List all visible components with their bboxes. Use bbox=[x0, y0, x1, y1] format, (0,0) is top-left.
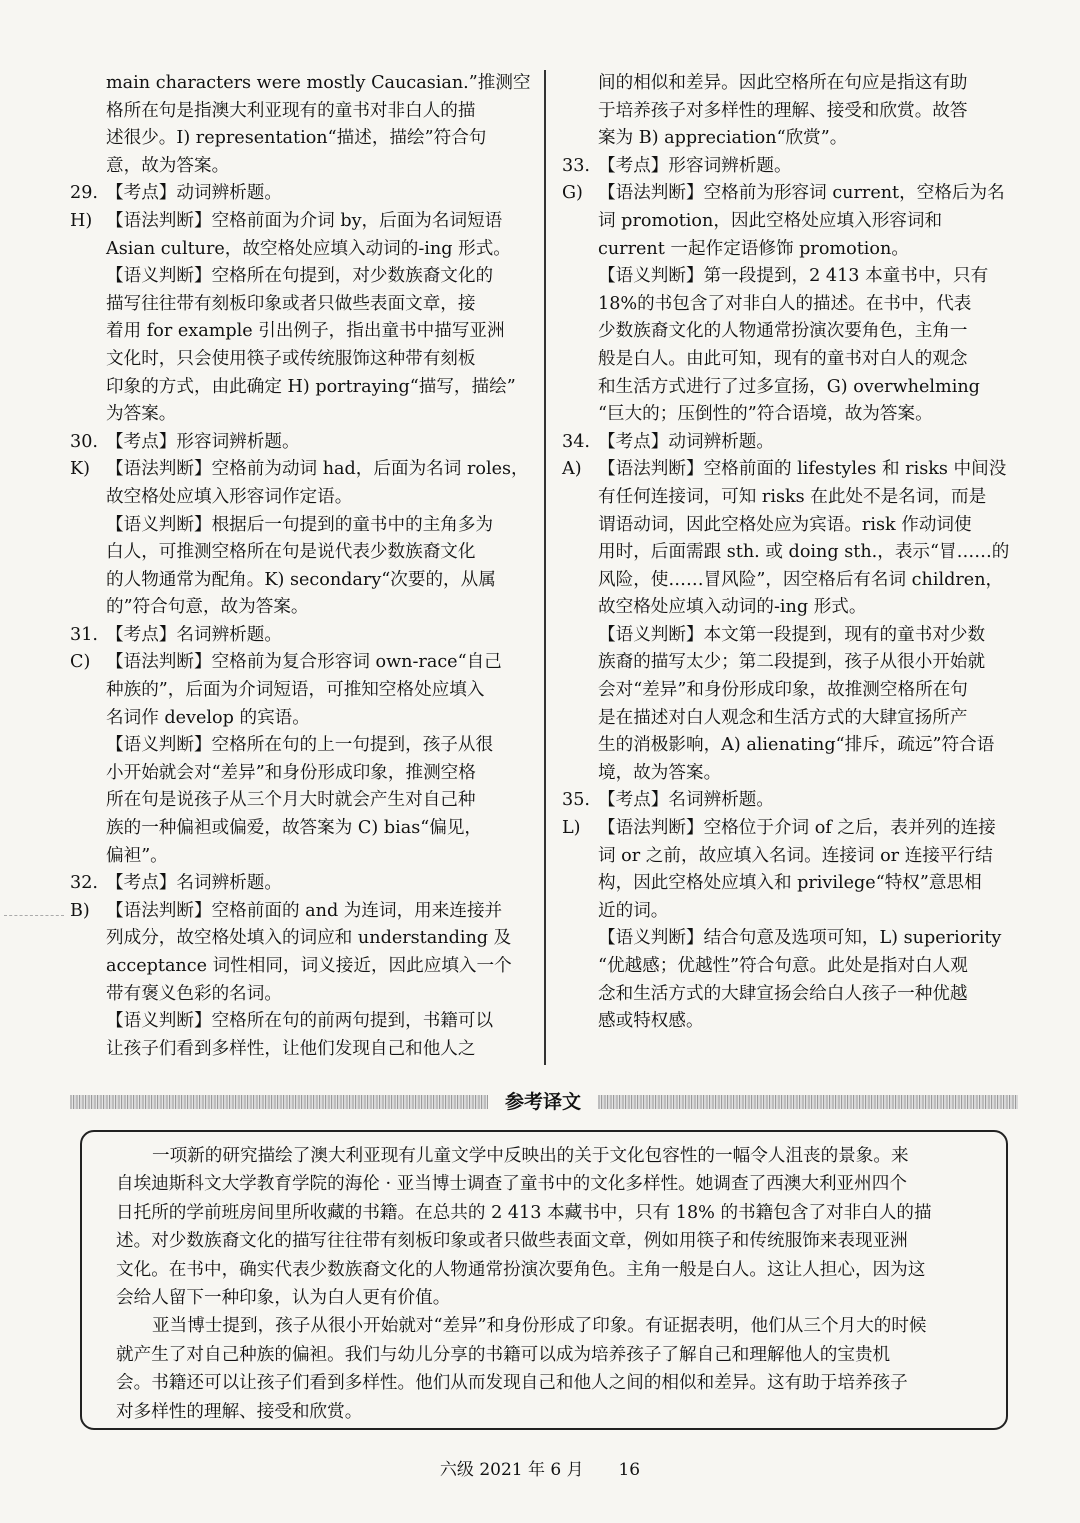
item-label: 35. bbox=[562, 790, 590, 811]
translation-line: 文化。在书中，确实代表少数族裔文化的人物通常扮演次要角色。主角一般是白人。这让人担心，因为这 bbox=[116, 1259, 926, 1280]
line-text: 故空格处应填入动词的-ing 形式。 bbox=[598, 597, 867, 618]
text-line bbox=[562, 981, 1020, 1009]
line-text: 族的一种偏袒或偏爱，故答案为 C) bias“偏见， bbox=[106, 818, 483, 839]
line-text: 名词作 develop 的宾语。 bbox=[106, 707, 310, 728]
line-text: 感或特权感。 bbox=[598, 1011, 704, 1032]
line-text: 文化时，只会使用筷子或传统服饰这种带有刻板 bbox=[106, 348, 476, 369]
line-text: “优越感；优越性”符合句意。此处是指对白人观 bbox=[598, 956, 968, 976]
text-line bbox=[70, 843, 530, 871]
text-line bbox=[562, 622, 1020, 650]
line-text: main characters were mostly Caucasian.”推测空 bbox=[106, 73, 531, 93]
translation-line: 亚当博士提到，孩子从很小开始就对“差异”和身份形成了印象。有证据表明，他们从三个月大的时候 bbox=[152, 1316, 927, 1337]
text-line bbox=[562, 953, 1020, 981]
line-text: 种族的”，后面为介词短语，可推知空格处应填入 bbox=[106, 680, 485, 701]
line-text: 般是白人。由此可知，现有的童书对白人的观念 bbox=[598, 348, 968, 369]
text-line bbox=[562, 429, 1020, 457]
line-text: 格所在句是指澳大利亚现有的童书对非白人的描 bbox=[106, 100, 476, 121]
text-line bbox=[70, 429, 530, 457]
text-line bbox=[70, 98, 530, 126]
text-line bbox=[562, 236, 1020, 264]
line-text: 生的消极影响，A) alienating“排斥，疏远”符合语 bbox=[598, 735, 995, 756]
text-line bbox=[70, 125, 530, 153]
section-header bbox=[70, 1088, 1018, 1116]
line-text: 是在描述对白人观念和生活方式的大肆宣扬所产 bbox=[598, 707, 968, 728]
line-text: 带有褒义色彩的名词。 bbox=[106, 983, 282, 1004]
text-line bbox=[562, 70, 1020, 98]
item-label: 29. bbox=[70, 183, 98, 204]
text-line bbox=[562, 760, 1020, 788]
text-line bbox=[70, 870, 530, 898]
text-line bbox=[562, 677, 1020, 705]
text-line bbox=[562, 263, 1020, 291]
text-line bbox=[70, 346, 530, 374]
item-label: 30. bbox=[70, 431, 98, 452]
translation-line: 一项新的研究描绘了澳大利亚现有儿童文学中反映出的关于文化包容性的一幅令人沮丧的景象。来 bbox=[152, 1146, 909, 1166]
translation-box bbox=[80, 1130, 1008, 1430]
translation-line: 就产生了对自己种族的偏袒。我们与幼儿分享的书籍可以成为培养孩子了解自己和理解他人的宝贵机 bbox=[116, 1344, 891, 1365]
text-line bbox=[562, 649, 1020, 677]
line-text: 为答案。 bbox=[106, 404, 177, 425]
text-line bbox=[562, 925, 1020, 953]
translation-line: 述。对少数族裔文化的描写往往带有刻板印象或者只做些表面文章，例如用筷子和传统服饰来表现亚洲 bbox=[116, 1231, 908, 1252]
text-line bbox=[562, 732, 1020, 760]
text-line bbox=[70, 484, 530, 512]
text-line bbox=[70, 1036, 530, 1064]
text-line bbox=[70, 263, 530, 291]
text-line bbox=[70, 153, 530, 181]
line-text: 印象的方式，由此确定 H) portraying“描写，描绘” bbox=[106, 376, 516, 397]
line-text: 小开始就会对“差异”和身份形成印象，推测空格 bbox=[106, 762, 476, 783]
line-text: 案为 B) appreciation“欣赏”。 bbox=[598, 128, 848, 149]
item-label: A) bbox=[562, 459, 582, 480]
text-line bbox=[562, 705, 1020, 733]
line-text: 意，故为答案。 bbox=[106, 155, 230, 176]
line-text: 【考点】形容词辨析题。 bbox=[106, 431, 300, 452]
text-line bbox=[70, 732, 530, 760]
line-text: 故空格处应填入形容词作定语。 bbox=[106, 486, 353, 507]
item-label: 33. bbox=[562, 155, 590, 176]
text-line bbox=[70, 594, 530, 622]
text-line bbox=[70, 208, 530, 236]
right-column bbox=[562, 70, 1020, 1036]
line-text: 构，因此空格处应填入和 privilege“特权”意思相 bbox=[598, 873, 982, 894]
line-text: 【语义判断】本文第一段提到，现有的童书对少数 bbox=[598, 624, 986, 645]
text-line bbox=[562, 401, 1020, 429]
text-line bbox=[70, 70, 530, 98]
text-line bbox=[562, 567, 1020, 595]
line-text: 【考点】形容词辨析题。 bbox=[598, 155, 792, 176]
item-label: 31. bbox=[70, 624, 98, 645]
line-text: 用时，后面需跟 sth. 或 doing sth.，表示“冒……的 bbox=[598, 542, 1010, 563]
text-line bbox=[70, 401, 530, 429]
line-text: 【语法判断】空格前为动词 had，后面为名词 roles， bbox=[106, 459, 529, 480]
line-text: 述很少。I) representation“描述，描绘”符合句 bbox=[106, 128, 487, 149]
text-line bbox=[70, 456, 530, 484]
text-line bbox=[562, 153, 1020, 181]
line-text: 【语义判断】空格所在句的前两句提到，书籍可以 bbox=[106, 1011, 494, 1032]
text-line bbox=[70, 677, 530, 705]
line-text: 境，故为答案。 bbox=[598, 762, 722, 783]
line-text: 【考点】动词辨析题。 bbox=[106, 183, 282, 204]
text-line bbox=[562, 318, 1020, 346]
line-text: 风险，使……冒风险”，因空格后有名词 children， bbox=[598, 569, 1004, 590]
text-line bbox=[70, 787, 530, 815]
line-text: 【语法判断】空格位于介词 of 之后，表并列的连接 bbox=[598, 818, 996, 839]
text-line bbox=[562, 843, 1020, 871]
line-text: 【语义判断】空格所在句提到，对少数族裔文化的 bbox=[106, 266, 494, 287]
text-line bbox=[562, 815, 1020, 843]
line-text: 【语义判断】第一段提到，2 413 本童书中，只有 bbox=[598, 266, 989, 287]
text-line bbox=[70, 622, 530, 650]
line-text: Asian culture，故空格处应填入动词的-ing 形式。 bbox=[106, 238, 511, 259]
line-text: 于培养孩子对多样性的理解、接受和欣赏。故答 bbox=[598, 100, 968, 121]
line-text: 18%的书包含了对非白人的描述。在书中，代表 bbox=[598, 293, 972, 314]
text-line bbox=[70, 953, 530, 981]
line-text: 的人物通常为配角。K) secondary“次要的，从属 bbox=[106, 569, 496, 590]
column-divider bbox=[544, 70, 546, 1065]
text-line bbox=[562, 898, 1020, 926]
translation-line: 自埃迪斯科文大学教育学院的海伦 · 亚当博士调查了童书中的文化多样性。她调查了西澳大利亚州四个 bbox=[116, 1174, 907, 1195]
item-label: 34. bbox=[562, 431, 590, 452]
text-line bbox=[562, 512, 1020, 540]
line-text: 白人，可推测空格所在句是说代表少数族裔文化 bbox=[106, 542, 476, 563]
line-text: 【语义判断】根据后一句提到的童书中的主角多为 bbox=[106, 514, 494, 535]
line-text: 间的相似和差异。因此空格所在句应是指这有助 bbox=[598, 73, 968, 93]
line-text: 列成分，故空格处填入的词应和 understanding 及 bbox=[106, 928, 512, 949]
line-text: 【语法判断】空格前面的 lifestyles 和 risks 中间没 bbox=[598, 459, 1007, 480]
line-text: 少数族裔文化的人物通常扮演次要角色，主角一 bbox=[598, 321, 968, 342]
text-line bbox=[562, 484, 1020, 512]
line-text: 【语法判断】空格前面的 and 为连词，用来连接并 bbox=[106, 900, 503, 921]
item-label: B) bbox=[70, 900, 90, 921]
line-text: 【考点】名词辨析题。 bbox=[106, 624, 282, 645]
line-text: 【语法判断】空格前为复合形容词 own-race“自己 bbox=[106, 652, 502, 673]
translation-line: 对多样性的理解、接受和欣赏。 bbox=[116, 1401, 363, 1422]
text-line bbox=[562, 539, 1020, 567]
text-line bbox=[562, 870, 1020, 898]
section-title: 参考译文 bbox=[504, 1091, 581, 1113]
line-text: 族裔的描写太少；第二段提到，孩子从很小开始就 bbox=[598, 652, 986, 673]
line-text: 【语义判断】空格所在句的上一句提到，孩子从很 bbox=[106, 735, 494, 756]
line-text: 【考点】动词辨析题。 bbox=[598, 431, 774, 452]
margin-dash bbox=[4, 915, 64, 916]
text-line bbox=[562, 594, 1020, 622]
text-line bbox=[70, 705, 530, 733]
line-text: 描写往往带有刻板印象或者只做些表面文章，接 bbox=[106, 293, 476, 314]
line-text: 【语法判断】空格前面为介词 by，后面为名词短语 bbox=[106, 210, 503, 231]
text-line bbox=[562, 1008, 1020, 1036]
translation-line: 日托所的学前班房间里所收藏的书籍。在总共的 2 413 本藏书中，只有 18% 的书籍包含了对非白人的描 bbox=[116, 1202, 932, 1223]
page-number: 16 bbox=[618, 1460, 641, 1480]
line-text: 所在句是说孩子从三个月大时就会产生对自己种 bbox=[106, 790, 476, 811]
line-text: 词 promotion，因此空格处应填入形容词和 bbox=[598, 210, 943, 231]
text-line bbox=[562, 180, 1020, 208]
decorative-band-right bbox=[598, 1095, 1018, 1109]
item-label: C) bbox=[70, 652, 91, 673]
text-line bbox=[70, 760, 530, 788]
text-line bbox=[562, 125, 1020, 153]
line-text: 偏袒”。 bbox=[106, 845, 168, 866]
text-line bbox=[70, 649, 530, 677]
text-line bbox=[562, 787, 1020, 815]
exam-label: 六级 2021 年 6 月 bbox=[439, 1460, 584, 1480]
text-line bbox=[562, 456, 1020, 484]
decorative-band-left bbox=[70, 1095, 488, 1109]
line-text: 念和生活方式的大肆宣扬会给白人孩子一种优越 bbox=[598, 983, 968, 1004]
line-text: 谓语动词，因此空格处应为宾语。risk 作动词使 bbox=[598, 514, 972, 535]
item-label: H) bbox=[70, 210, 93, 231]
text-line bbox=[562, 98, 1020, 126]
text-line bbox=[70, 539, 530, 567]
line-text: 的”符合句意，故为答案。 bbox=[106, 597, 309, 618]
text-line bbox=[70, 512, 530, 540]
line-text: 【考点】名词辨析题。 bbox=[106, 873, 282, 894]
line-text: 【考点】名词辨析题。 bbox=[598, 790, 774, 811]
text-line bbox=[70, 236, 530, 264]
item-label: K) bbox=[70, 459, 91, 480]
text-line bbox=[70, 981, 530, 1009]
line-text: 近的词。 bbox=[598, 900, 669, 921]
line-text: acceptance 词性相同，词义接近，因此应填入一个 bbox=[106, 956, 512, 976]
line-text: 【语法判断】空格前为形容词 current，空格后为名 bbox=[598, 183, 1005, 204]
line-text: 【语义判断】结合句意及选项可知，L) superiority bbox=[598, 928, 1002, 949]
line-text: “巨大的；压倒性的”符合语境，故为答案。 bbox=[598, 404, 933, 425]
translation-line: 会给人留下一种印象，认为白人更有价值。 bbox=[116, 1288, 451, 1309]
text-line bbox=[70, 815, 530, 843]
line-text: 让孩子们看到多样性，让他们发现自己和他人之 bbox=[106, 1038, 476, 1059]
text-line bbox=[70, 567, 530, 595]
text-line bbox=[562, 291, 1020, 319]
text-line bbox=[562, 208, 1020, 236]
line-text: 词 or 之前，故应填入名词。连接词 or 连接平行结 bbox=[598, 845, 993, 866]
line-text: 会对“差异”和身份形成印象，故推测空格所在句 bbox=[598, 680, 968, 701]
text-line bbox=[70, 318, 530, 346]
text-line bbox=[562, 374, 1020, 402]
line-text: current 一起作定语修饰 promotion。 bbox=[598, 238, 909, 259]
page-footer bbox=[0, 1455, 1080, 1480]
text-line bbox=[70, 898, 530, 926]
line-text: 有任何连接词，可知 risks 在此处不是名词，而是 bbox=[598, 486, 987, 507]
text-line bbox=[70, 180, 530, 208]
text-line bbox=[562, 346, 1020, 374]
item-label: G) bbox=[562, 183, 583, 204]
item-label: 32. bbox=[70, 873, 98, 894]
text-line bbox=[70, 925, 530, 953]
line-text: 着用 for example 引出例子，指出童书中描写亚洲 bbox=[106, 321, 505, 342]
translation-line: 会。书籍还可以让孩子们看到多样性。他们从而发现自己和他人之间的相似和差异。这有助于培养孩子 bbox=[116, 1373, 908, 1394]
left-column bbox=[70, 70, 530, 1063]
text-line bbox=[70, 1008, 530, 1036]
text-line bbox=[70, 374, 530, 402]
text-line bbox=[70, 291, 530, 319]
item-label: L) bbox=[562, 818, 581, 839]
line-text: 和生活方式进行了过多宣扬，G) overwhelming bbox=[598, 376, 980, 397]
